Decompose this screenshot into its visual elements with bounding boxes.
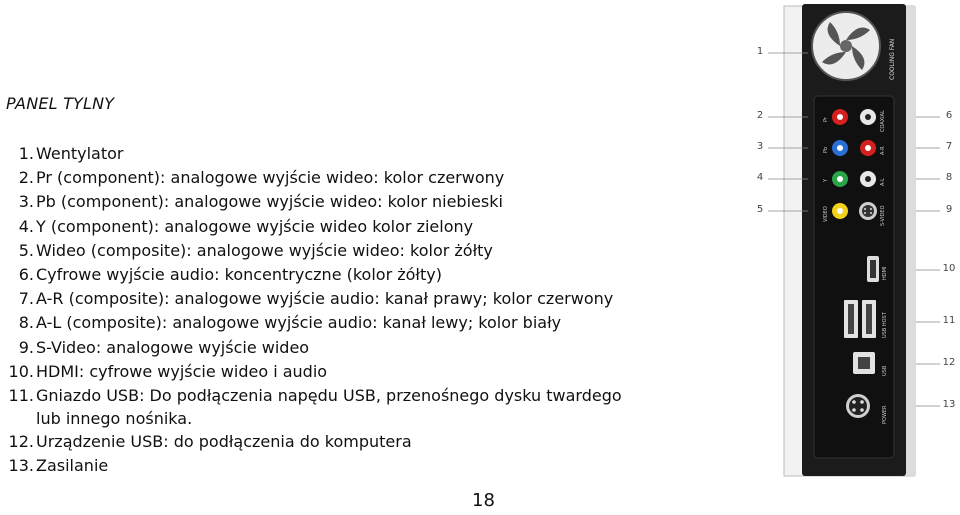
item-text: S-Video: analogowe wyjście wideo [36, 337, 310, 357]
list-item [0, 454, 622, 478]
video-jack [832, 203, 848, 219]
coaxial-jack [860, 109, 876, 125]
fan-label: COOLING FAN [889, 38, 896, 80]
item-text: A-L (composite): analogowe wyjście audio: kanał lewy; kolor biały [36, 313, 562, 333]
svideo-jack [859, 202, 877, 220]
callout-12: 12 [942, 357, 956, 368]
list-item [0, 166, 622, 190]
callout-10: 10 [942, 263, 956, 274]
list-item [0, 360, 622, 384]
list-item [0, 239, 622, 263]
list-item [0, 384, 622, 430]
item-number: 2. [18, 168, 34, 188]
item-number: 8. [18, 313, 34, 333]
pr-jack [832, 109, 848, 125]
item-text: Zasilanie [36, 456, 109, 476]
svideo-label: S-VIDEO [880, 205, 886, 226]
ar-jack [860, 140, 876, 156]
item-number: 6. [18, 265, 34, 285]
callout-7: 7 [945, 141, 953, 152]
page-number: 18 [472, 490, 495, 511]
item-number: 12. [8, 432, 34, 452]
callout-11: 11 [942, 315, 956, 326]
callout-9: 9 [945, 204, 953, 215]
item-number: 13. [8, 456, 34, 476]
case-side [906, 6, 916, 476]
pb-jack [832, 140, 848, 156]
list-item [0, 311, 622, 335]
fan-icon [812, 12, 880, 80]
device-illustration [748, 0, 960, 511]
ar-label: A-R [880, 146, 886, 155]
item-number: 11. [8, 386, 34, 406]
hdmi-port [867, 256, 879, 282]
list-item [0, 190, 622, 214]
item-number: 9. [18, 337, 34, 357]
pb-label: Pb [823, 146, 829, 153]
callout-1: 1 [756, 46, 764, 57]
callout-13: 13 [942, 399, 956, 410]
item-text: Y (component): analogowe wyjście wideo kolor zielony [36, 216, 474, 236]
item-text: Wideo (composite): analogowe wyjście wideo: kolor żółty [36, 240, 493, 260]
list-item [0, 287, 622, 311]
y-jack [832, 171, 848, 187]
list-item [0, 336, 622, 360]
callout-3: 3 [756, 141, 764, 152]
item-number: 4. [18, 216, 34, 236]
list-item [0, 430, 622, 454]
item-text: Urządzenie USB: do podłączenia do komputera [36, 432, 412, 452]
item-number: 10. [8, 361, 34, 381]
power-label: POWER [882, 405, 888, 424]
callout-4: 4 [756, 172, 764, 183]
item-text: Cyfrowe wyjście audio: koncentryczne (kolor żółty) [36, 265, 442, 285]
item-number: 1. [18, 144, 34, 163]
item-continuation: lub innego nośnika. [36, 409, 193, 429]
hdmi-label: HDMI [882, 266, 888, 280]
coaxial-label: COAXIAL [880, 110, 886, 132]
item-number: 5. [18, 240, 34, 260]
feature-list [0, 142, 622, 479]
video-label: VIDEO [823, 206, 829, 222]
section-title: PANEL TYLNY [6, 94, 115, 113]
al-jack [860, 171, 876, 187]
item-text: A-R (composite): analogowe wyjście audio: kanał prawy; kolor czerwony [36, 289, 614, 309]
list-item [0, 215, 622, 239]
list-item [0, 142, 622, 166]
pr-label: Pr [823, 117, 829, 122]
item-text: Pb (component): analogowe wyjście wideo: kolor niebieski [36, 192, 503, 212]
y-label: Y [823, 178, 829, 182]
item-text: Gniazdo USB: Do podłączenia napędu USB, przenośnego dysku twardego [36, 386, 622, 406]
usb-host-label: USB HOST [882, 312, 888, 338]
list-item [0, 263, 622, 287]
item-text: Wentylator [36, 144, 124, 163]
item-number: 3. [18, 192, 34, 212]
item-text: Pr (component): analogowe wyjście wideo: kolor czerwony [36, 168, 505, 188]
usb-device-port [853, 352, 875, 374]
power-connector [846, 394, 870, 418]
item-number: 7. [18, 289, 34, 309]
callout-2: 2 [756, 110, 764, 121]
rear-panel-diagram [748, 0, 960, 511]
callout-6: 6 [945, 110, 953, 121]
al-label: A-L [880, 178, 886, 186]
callout-8: 8 [945, 172, 953, 183]
usb-label: USB [882, 365, 888, 376]
callout-5: 5 [756, 204, 764, 215]
item-text: HDMI: cyfrowe wyjście wideo i audio [36, 361, 328, 381]
